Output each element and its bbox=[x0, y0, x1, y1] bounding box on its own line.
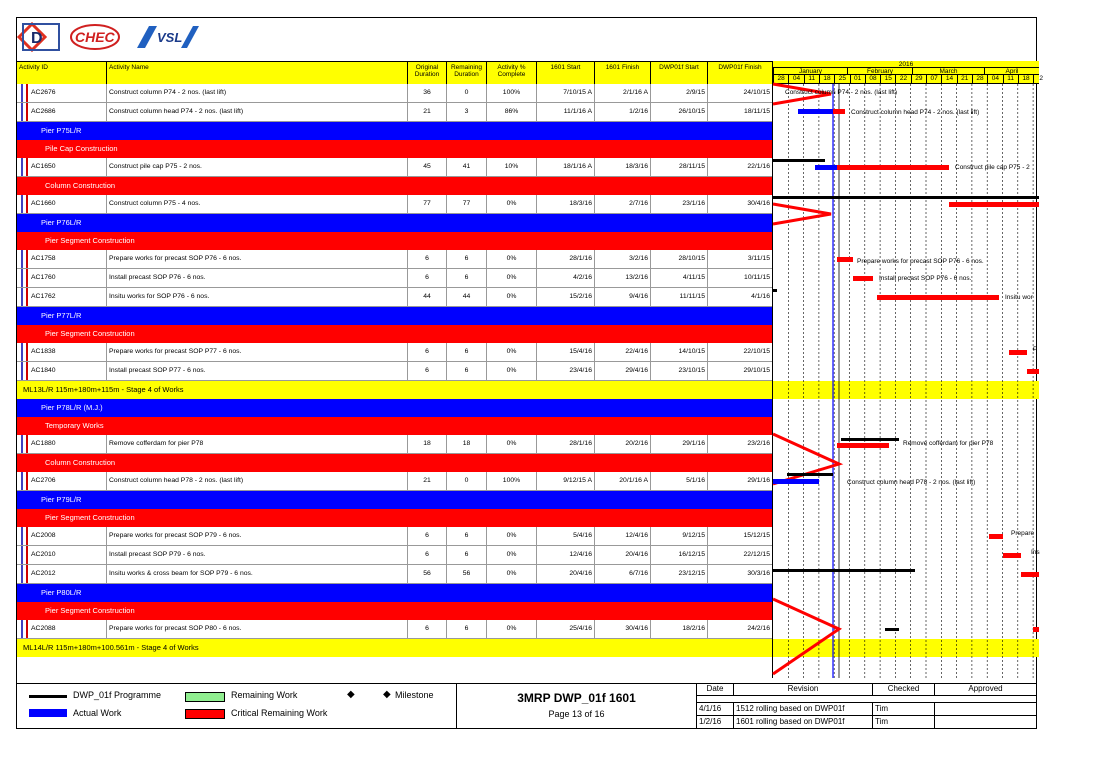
report-title: 3MRP DWP_01f 1601 bbox=[517, 691, 636, 705]
start-1601: 25/4/16 bbox=[536, 620, 594, 638]
table-header bbox=[17, 61, 772, 85]
original-duration: 6 bbox=[407, 250, 446, 268]
original-duration: 36 bbox=[407, 84, 446, 102]
activity-row[interactable] bbox=[17, 435, 772, 454]
activity-id: AC1650 bbox=[31, 163, 56, 170]
wbs-band-yellow[interactable] bbox=[17, 639, 772, 657]
timeline-week: 04 bbox=[987, 75, 1002, 83]
original-duration: 45 bbox=[407, 158, 446, 176]
activity-id: AC1660 bbox=[31, 200, 56, 207]
wbs-band-yellow[interactable] bbox=[17, 381, 772, 399]
wbs-band-label: Column Construction bbox=[45, 458, 116, 467]
dwp-start: 5/1/16 bbox=[650, 472, 707, 490]
start-1601: 28/1/16 bbox=[536, 250, 594, 268]
activity-id: AC1838 bbox=[31, 348, 56, 355]
gantt-bar bbox=[1027, 369, 1039, 374]
original-duration: 6 bbox=[407, 527, 446, 545]
start-1601: 23/4/16 bbox=[536, 362, 594, 380]
start-1601: 28/1/16 bbox=[536, 435, 594, 453]
start-1601: 20/4/16 bbox=[536, 565, 594, 583]
remaining-duration: 6 bbox=[446, 620, 486, 638]
gantt-svg bbox=[773, 61, 1039, 678]
remaining-duration: 6 bbox=[446, 250, 486, 268]
timeline-month: April bbox=[984, 68, 1039, 75]
revision-header: Revision bbox=[734, 683, 873, 696]
dwp-start: 23/1/16 bbox=[650, 195, 707, 213]
revision-header: Approved bbox=[935, 683, 1037, 696]
start-1601: 15/4/16 bbox=[536, 343, 594, 361]
timeline-month: February bbox=[847, 68, 912, 75]
gantt-bar-label: Insitu wor bbox=[1005, 294, 1033, 301]
wbs-band-label: Column Construction bbox=[45, 181, 116, 190]
gantt-bar bbox=[787, 473, 833, 476]
finish-1601: 2/1/16 A bbox=[594, 84, 650, 102]
remaining-duration: 6 bbox=[446, 527, 486, 545]
revision-cell: Tim bbox=[873, 716, 935, 729]
timeline-week: 2 bbox=[1033, 75, 1048, 83]
finish-1601: 1/2/16 bbox=[594, 103, 650, 121]
remaining-duration: 6 bbox=[446, 343, 486, 361]
wbs-band-red[interactable] bbox=[17, 232, 772, 250]
dwp-finish: 18/11/15 bbox=[707, 103, 772, 121]
original-duration: 21 bbox=[407, 472, 446, 490]
dwp-start: 2/9/15 bbox=[650, 84, 707, 102]
start-1601: 12/4/16 bbox=[536, 546, 594, 564]
start-1601: 5/4/16 bbox=[536, 527, 594, 545]
gantt-bar bbox=[773, 289, 777, 292]
start-1601: 9/12/15 A bbox=[536, 472, 594, 490]
gantt-bar bbox=[877, 295, 999, 300]
col-original-duration[interactable]: Original Duration bbox=[407, 62, 446, 84]
activity-row[interactable] bbox=[17, 527, 772, 546]
wbs-band-blue[interactable] bbox=[17, 491, 772, 509]
gantt-bar bbox=[1021, 572, 1039, 577]
wbs-band-blue[interactable] bbox=[17, 399, 772, 417]
start-1601: 11/1/16 A bbox=[536, 103, 594, 121]
gantt-bar-label: Prepare bbox=[1011, 530, 1035, 537]
gantt-bar-label: Construct pile cap P75 - 2 bbox=[955, 164, 1030, 171]
activity-name: Prepare works for precast SOP P79 - 6 nos. bbox=[106, 527, 407, 545]
dwp-start: 4/11/15 bbox=[650, 269, 707, 287]
col-1601-start[interactable]: 1601 Start bbox=[536, 62, 594, 84]
dwp-start: 29/1/16 bbox=[650, 435, 707, 453]
timeline-week: 25 bbox=[834, 75, 849, 83]
dwp-finish: 30/3/16 bbox=[707, 565, 772, 583]
wbs-band-red[interactable] bbox=[17, 417, 772, 435]
activity-row[interactable] bbox=[17, 158, 772, 177]
finish-1601: 20/1/16 A bbox=[594, 472, 650, 490]
timeline-week: 04 bbox=[788, 75, 803, 83]
legend-remaining: Remaining Work bbox=[231, 690, 298, 700]
activity-id: AC1840 bbox=[31, 367, 56, 374]
revision-spacer bbox=[697, 696, 1037, 703]
percent-complete: 0% bbox=[486, 195, 536, 213]
activity-name: Construct column head P74 - 2 nos. (last lift) bbox=[106, 103, 407, 121]
finish-1601: 22/4/16 bbox=[594, 343, 650, 361]
percent-complete: 0% bbox=[486, 362, 536, 380]
gantt-bar bbox=[833, 109, 845, 114]
original-duration: 6 bbox=[407, 362, 446, 380]
original-duration: 6 bbox=[407, 269, 446, 287]
percent-complete: 0% bbox=[486, 250, 536, 268]
activity-name: Construct column P75 - 4 nos. bbox=[106, 195, 407, 213]
remaining-duration: 77 bbox=[446, 195, 486, 213]
legend-critical: Critical Remaining Work bbox=[231, 708, 328, 718]
dwp-finish: 10/11/15 bbox=[707, 269, 772, 287]
wbs-band-label: Pier P80L/R bbox=[41, 588, 82, 597]
dwp-finish: 24/2/16 bbox=[707, 620, 772, 638]
timeline-week: 08 bbox=[865, 75, 880, 83]
gantt-bar bbox=[1009, 350, 1027, 355]
percent-complete: 10% bbox=[486, 158, 536, 176]
col-activity-id[interactable]: Activity ID bbox=[19, 64, 48, 71]
activity-name: Insitu works & cross beam for SOP P79 - 6 nos. bbox=[106, 565, 407, 583]
dwp-start: 16/12/15 bbox=[650, 546, 707, 564]
activity-row[interactable] bbox=[17, 343, 772, 362]
gantt-bar-label: Ins bbox=[1031, 549, 1040, 556]
wbs-band-label: Pier P75L/R bbox=[41, 126, 82, 135]
dwp-finish: 23/2/16 bbox=[707, 435, 772, 453]
dwp-finish: 29/1/16 bbox=[707, 472, 772, 490]
gantt-bar bbox=[773, 159, 825, 162]
timeline-month: March bbox=[912, 68, 984, 75]
gantt-bar bbox=[989, 534, 1003, 539]
start-1601: 7/10/15 A bbox=[536, 84, 594, 102]
timeline-week: 18 bbox=[819, 75, 834, 83]
original-duration: 6 bbox=[407, 343, 446, 361]
dwp-start: 9/12/15 bbox=[650, 527, 707, 545]
wbs-band-label: Pier Segment Construction bbox=[45, 513, 135, 522]
wbs-band-blue[interactable] bbox=[17, 122, 772, 140]
legend-programme: DWP_01f Programme bbox=[73, 690, 162, 700]
d-logo-text: D bbox=[31, 30, 43, 47]
wbs-band-red[interactable] bbox=[17, 454, 772, 472]
revision-header: Checked bbox=[873, 683, 935, 696]
percent-complete: 100% bbox=[486, 84, 536, 102]
revision-cell: Tim bbox=[873, 703, 935, 716]
wbs-band-label: Pier Segment Construction bbox=[45, 236, 135, 245]
finish-1601: 18/3/16 bbox=[594, 158, 650, 176]
activity-id: AC2686 bbox=[31, 108, 56, 115]
progress-line bbox=[773, 204, 831, 224]
col-dwp-start[interactable]: DWP01f Start bbox=[650, 62, 707, 84]
timeline-week: 01 bbox=[850, 75, 865, 83]
milestone-diamond-icon: ◆ bbox=[347, 689, 355, 700]
finish-1601: 9/4/16 bbox=[594, 288, 650, 306]
activity-name: Install precast SOP P76 - 6 nos. bbox=[106, 269, 407, 287]
percent-complete: 0% bbox=[486, 546, 536, 564]
dwp-start: 18/2/16 bbox=[650, 620, 707, 638]
dwp-finish: 22/1/16 bbox=[707, 158, 772, 176]
remaining-duration: 3 bbox=[446, 103, 486, 121]
activity-row[interactable] bbox=[17, 269, 772, 288]
dwp-start: 23/12/15 bbox=[650, 565, 707, 583]
finish-1601: 29/4/16 bbox=[594, 362, 650, 380]
activity-id: AC2008 bbox=[31, 532, 56, 539]
gantt-bar bbox=[1033, 627, 1039, 632]
revision-cell bbox=[935, 703, 1037, 716]
activity-name: Construct column P74 - 2 nos. (last lift) bbox=[106, 84, 407, 102]
wbs-band-label: ML13L/R 115m+180m+115m - Stage 4 of Works bbox=[23, 385, 184, 394]
activity-name: Install precast SOP P77 - 6 nos. bbox=[106, 362, 407, 380]
dwp-finish: 22/10/15 bbox=[707, 343, 772, 361]
percent-complete: 0% bbox=[486, 288, 536, 306]
activity-name: Insitu works for SOP P76 - 6 nos. bbox=[106, 288, 407, 306]
finish-1601: 13/2/16 bbox=[594, 269, 650, 287]
dwp-finish: 15/12/15 bbox=[707, 527, 772, 545]
original-duration: 21 bbox=[407, 103, 446, 121]
dwp-start: 23/10/15 bbox=[650, 362, 707, 380]
gantt-bar bbox=[773, 569, 915, 572]
wbs-band-red[interactable] bbox=[17, 325, 772, 343]
dwp-start: 28/11/15 bbox=[650, 158, 707, 176]
percent-complete: 0% bbox=[486, 343, 536, 361]
timeline-week: 15 bbox=[880, 75, 895, 83]
dwp-start: 14/10/15 bbox=[650, 343, 707, 361]
wbs-band-blue[interactable] bbox=[17, 214, 772, 232]
col-dwp-finish[interactable]: DWP01f Finish bbox=[707, 62, 772, 84]
chec-logo-text: CHEC bbox=[75, 29, 115, 45]
finish-1601: 2/7/16 bbox=[594, 195, 650, 213]
start-1601: 18/3/16 bbox=[536, 195, 594, 213]
activity-row[interactable] bbox=[17, 362, 772, 381]
dwp-finish: 3/11/15 bbox=[707, 250, 772, 268]
activity-row[interactable] bbox=[17, 84, 772, 103]
gantt-bar bbox=[815, 165, 837, 170]
critical-swatch bbox=[185, 709, 225, 719]
timeline-week: 11 bbox=[804, 75, 819, 83]
gantt-chart bbox=[772, 61, 1044, 678]
wbs-band-label: Pier P78L/R (M.J.) bbox=[41, 403, 103, 412]
finish-1601: 20/4/16 bbox=[594, 546, 650, 564]
activity-id: AC2012 bbox=[31, 570, 56, 577]
wbs-band-label: Pier P77L/R bbox=[41, 311, 82, 320]
percent-complete: 0% bbox=[486, 620, 536, 638]
activity-row[interactable] bbox=[17, 195, 772, 214]
gantt-bar bbox=[837, 257, 853, 262]
timeline-week: 21 bbox=[957, 75, 972, 83]
timeline-week: 11 bbox=[1003, 75, 1018, 83]
activity-name: Construct pile cap P75 - 2 nos. bbox=[106, 158, 407, 176]
remaining-duration: 41 bbox=[446, 158, 486, 176]
progress-line bbox=[773, 599, 839, 674]
activity-name: Prepare works for precast SOP P77 - 6 nos. bbox=[106, 343, 407, 361]
wbs-band-red[interactable] bbox=[17, 509, 772, 527]
original-duration: 6 bbox=[407, 546, 446, 564]
legend-milestone: Milestone bbox=[395, 690, 434, 700]
d-logo bbox=[17, 22, 61, 52]
percent-complete: 86% bbox=[486, 103, 536, 121]
timeline-week: 14 bbox=[941, 75, 956, 83]
gantt-bar-label: Install precast SOP P76 - 6 nos. bbox=[879, 275, 972, 282]
original-duration: 18 bbox=[407, 435, 446, 453]
wbs-band-blue[interactable] bbox=[17, 307, 772, 325]
title-block bbox=[456, 683, 697, 729]
revision-cell: 1512 rolling based on DWP01f bbox=[734, 703, 873, 716]
activity-id: AC1758 bbox=[31, 255, 56, 262]
remaining-duration: 6 bbox=[446, 362, 486, 380]
activity-id: AC2706 bbox=[31, 477, 56, 484]
timeline-week: 07 bbox=[926, 75, 941, 83]
col-activity-name[interactable]: Activity Name bbox=[106, 62, 407, 84]
activity-name: Construct column head P78 - 2 nos. (last lift) bbox=[106, 472, 407, 490]
activity-id: AC1762 bbox=[31, 293, 56, 300]
remaining-duration: 0 bbox=[446, 84, 486, 102]
finish-1601: 12/4/16 bbox=[594, 527, 650, 545]
gantt-bar bbox=[1003, 553, 1021, 558]
activity-name: Remove cofferdam for pier P78 bbox=[106, 435, 407, 453]
activity-name: Prepare works for precast SOP P76 - 6 nos. bbox=[106, 250, 407, 268]
original-duration: 6 bbox=[407, 620, 446, 638]
percent-complete: 0% bbox=[486, 269, 536, 287]
activity-row[interactable] bbox=[17, 472, 772, 491]
wbs-band-red[interactable] bbox=[17, 602, 772, 620]
original-duration: 56 bbox=[407, 565, 446, 583]
band-yellow-row bbox=[773, 381, 1039, 399]
start-1601: 18/1/16 A bbox=[536, 158, 594, 176]
activity-id: AC2010 bbox=[31, 551, 56, 558]
gantt-bar-label: Construct column P74 - 2 nos. (last lift) bbox=[785, 89, 897, 96]
chec-logo bbox=[69, 22, 125, 52]
wbs-band-blue[interactable] bbox=[17, 584, 772, 602]
activity-id: AC1760 bbox=[31, 274, 56, 281]
progress-line bbox=[773, 434, 839, 484]
revision-cell bbox=[935, 716, 1037, 729]
remaining-swatch bbox=[185, 692, 225, 702]
activity-row[interactable] bbox=[17, 546, 772, 565]
gantt-bar bbox=[837, 165, 949, 170]
activity-id: AC2088 bbox=[31, 625, 56, 632]
vsl-logo-text: VSL bbox=[157, 30, 183, 45]
revision-cell: 1601 rolling based on DWP01f bbox=[734, 716, 873, 729]
wbs-band-red[interactable] bbox=[17, 140, 772, 158]
remaining-duration: 6 bbox=[446, 546, 486, 564]
activity-id: AC1880 bbox=[31, 440, 56, 447]
gantt-bar bbox=[773, 479, 819, 484]
finish-1601: 6/7/16 bbox=[594, 565, 650, 583]
percent-complete: 0% bbox=[486, 565, 536, 583]
dwp-finish: 4/1/16 bbox=[707, 288, 772, 306]
original-duration: 44 bbox=[407, 288, 446, 306]
dwp-finish: 29/10/15 bbox=[707, 362, 772, 380]
start-1601: 15/2/16 bbox=[536, 288, 594, 306]
vsl-logo bbox=[133, 22, 199, 52]
timeline-week: 28 bbox=[972, 75, 987, 83]
programme-swatch bbox=[29, 695, 67, 698]
gantt-bar bbox=[885, 628, 899, 631]
activity-name: Prepare works for precast SOP P80 - 6 nos. bbox=[106, 620, 407, 638]
gantt-bar-label: Construct column head P74 - 2 nos. (last lift) bbox=[851, 109, 980, 116]
start-1601: 4/2/16 bbox=[536, 269, 594, 287]
timeline-year: 2016 bbox=[773, 61, 1039, 68]
timeline-week: 29 bbox=[911, 75, 926, 83]
dwp-finish: 24/10/15 bbox=[707, 84, 772, 102]
activity-row[interactable] bbox=[17, 620, 772, 639]
activity-row[interactable] bbox=[17, 288, 772, 307]
page-number: Page 13 of 16 bbox=[548, 709, 605, 719]
revision-table bbox=[697, 683, 1038, 729]
dwp-start: 26/10/15 bbox=[650, 103, 707, 121]
gantt-bar-label: P bbox=[1033, 346, 1038, 353]
finish-1601: 30/4/16 bbox=[594, 620, 650, 638]
actual-swatch bbox=[29, 709, 67, 717]
activity-row[interactable] bbox=[17, 565, 772, 584]
dwp-start: 28/10/15 bbox=[650, 250, 707, 268]
gantt-bar bbox=[837, 443, 889, 448]
dwp-finish: 22/12/15 bbox=[707, 546, 772, 564]
wbs-band-label: ML14L/R 115m+180m+100.561m - Stage 4 of Works bbox=[23, 643, 199, 652]
wbs-band-label: Pier P79L/R bbox=[41, 495, 82, 504]
finish-1601: 3/2/16 bbox=[594, 250, 650, 268]
gantt-bar-label: Remove cofferdam for pier P78 bbox=[903, 440, 994, 447]
remaining-duration: 44 bbox=[446, 288, 486, 306]
original-duration: 77 bbox=[407, 195, 446, 213]
timeline-month: January bbox=[773, 68, 847, 75]
remaining-duration: 0 bbox=[446, 472, 486, 490]
dwp-finish: 30/4/16 bbox=[707, 195, 772, 213]
revision-header: Date bbox=[697, 683, 734, 696]
activity-row[interactable] bbox=[17, 250, 772, 269]
remaining-duration: 56 bbox=[446, 565, 486, 583]
wbs-band-label: Temporary Works bbox=[45, 421, 104, 430]
timeline-week: 28 bbox=[773, 75, 788, 83]
activity-name: Install precast SOP P79 - 6 nos. bbox=[106, 546, 407, 564]
col-remaining-duration[interactable]: Remaining Duration bbox=[446, 62, 486, 84]
gantt-bar bbox=[853, 276, 873, 281]
col-1601-finish[interactable]: 1601 Finish bbox=[594, 62, 650, 84]
remaining-duration: 6 bbox=[446, 269, 486, 287]
activity-id: AC2676 bbox=[31, 89, 56, 96]
gantt-bar-label: Prepare works for precast SOP P76 - 6 nos. bbox=[857, 258, 984, 265]
dwp-start: 11/11/15 bbox=[650, 288, 707, 306]
wbs-band-red[interactable] bbox=[17, 177, 772, 195]
percent-complete: 100% bbox=[486, 472, 536, 490]
timeline-week: 18 bbox=[1018, 75, 1033, 83]
gantt-bar-label: Construct column head P78 - 2 nos. (last lift) bbox=[847, 479, 976, 486]
revision-cell: 4/1/16 bbox=[697, 703, 734, 716]
percent-complete: 0% bbox=[486, 527, 536, 545]
gantt-bar bbox=[841, 438, 899, 441]
wbs-band-label: Pier P76L/R bbox=[41, 218, 82, 227]
timeline-week: 22 bbox=[895, 75, 910, 83]
legend-actual: Actual Work bbox=[73, 708, 122, 718]
wbs-band-label: Pier Segment Construction bbox=[45, 329, 135, 338]
gantt-bar bbox=[949, 202, 1039, 207]
finish-1601: 20/2/16 bbox=[594, 435, 650, 453]
milestone-diamond-icon-2: ◆ bbox=[383, 689, 391, 700]
gantt-bar bbox=[773, 196, 1039, 199]
gantt-bar bbox=[798, 109, 833, 114]
remaining-duration: 18 bbox=[446, 435, 486, 453]
percent-complete: 0% bbox=[486, 435, 536, 453]
col-pct-complete[interactable]: Activity % Complete bbox=[486, 62, 536, 84]
wbs-band-label: Pile Cap Construction bbox=[45, 144, 118, 153]
activity-row[interactable] bbox=[17, 103, 772, 122]
revision-cell: 1/2/16 bbox=[697, 716, 734, 729]
wbs-band-label: Pier Segment Construction bbox=[45, 606, 135, 615]
